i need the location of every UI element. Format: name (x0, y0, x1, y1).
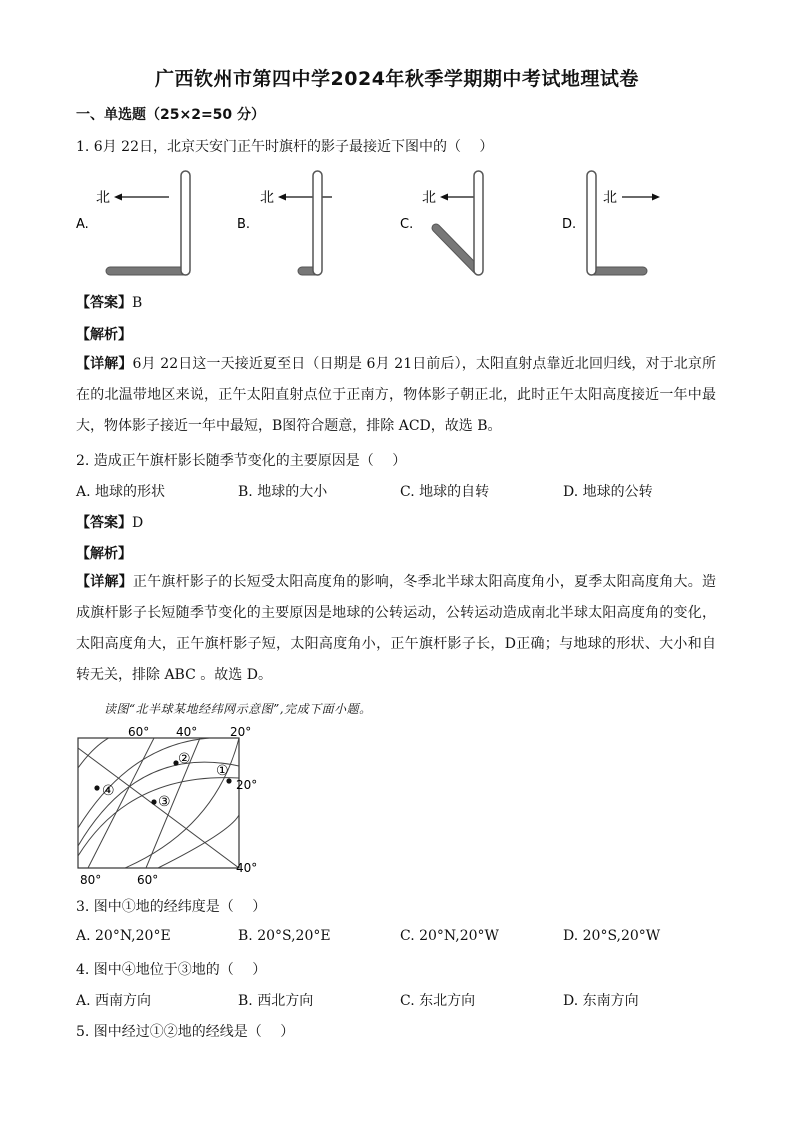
option-a-figure (76, 171, 190, 275)
flagpole (587, 171, 596, 275)
lon-label: 60° (137, 873, 159, 887)
point-3-marker (151, 799, 156, 804)
question-1-stem: 1. 6月 22日，北京天安门正午时旗杆的影子最接近下图中的（ ） (76, 139, 494, 155)
point-2-label: ② (178, 751, 191, 767)
question-1-figures (70, 166, 670, 286)
question-2-stem: 2. 造成正午旗杆影长随季节变化的主要原因是（ ） (76, 453, 407, 469)
question-1-detail: 【详解】6月 22日这一天接近夏至日（日期是 6月 21日前后），太阳直射点靠近北回归线，对于北京所在的北温带地区来说，正午太阳直射点位于正南方，物体影子朝正北，此时正午太阳高度接近一年中最大，物体影子接近一年中最短，B图符合题意，排除 ACD，故选 B。 (76, 356, 716, 434)
north-label: 北 (260, 190, 274, 206)
option-d-label: D. (562, 217, 577, 232)
question-2-analysis-label: 【解析】 (76, 546, 132, 562)
lat-label: 40° (236, 861, 258, 875)
question-4-option-d: D. 东南方向 (563, 993, 639, 1009)
point-4-marker (94, 785, 99, 790)
arrow-icon (114, 194, 122, 201)
question-5-stem: 5. 图中经过①②地的经线是（ ） (76, 1024, 295, 1040)
page-title: 广西钦州市第四中学2024年秋季学期期中考试地理试卷 (155, 68, 639, 90)
north-label: 北 (96, 190, 110, 206)
question-3-option-a: A. 20°N,20°E (76, 928, 171, 944)
arrow-icon (652, 194, 660, 201)
flagpole (474, 171, 483, 275)
map-intro: 读图“北半球某地经纬网示意图”,完成下面小题。 (104, 702, 372, 716)
question-4-stem: 4. 图中④地位于③地的（ ） (76, 962, 267, 978)
lon-label: 40° (176, 725, 198, 739)
arrow-icon (278, 194, 286, 201)
option-b-label: B. (237, 217, 251, 232)
question-2-option-a: A. 地球的形状 (76, 484, 166, 500)
section-heading: 一、单选题（25×2=50 分） (76, 107, 266, 123)
option-a-label: A. (76, 217, 89, 232)
question-1-analysis-label: 【解析】 (76, 327, 132, 343)
arrow-icon (440, 194, 448, 201)
option-d-figure (562, 171, 660, 275)
option-c-label: C. (400, 217, 414, 232)
north-label: 北 (603, 190, 617, 206)
question-2-option-c: C. 地球的自转 (400, 484, 490, 500)
question-3-option-c: C. 20°N,20°W (400, 928, 499, 944)
option-b-figure (237, 171, 332, 275)
point-3-label: ③ (158, 794, 171, 810)
question-2-option-b: B. 地球的大小 (238, 484, 328, 500)
question-4-option-c: C. 东北方向 (400, 993, 476, 1009)
lon-label: 60° (128, 725, 150, 739)
question-1-answer: 【答案】B (76, 295, 143, 311)
option-c-figure (400, 171, 483, 275)
question-3-option-b: B. 20°S,20°E (238, 928, 331, 944)
north-label: 北 (422, 190, 436, 206)
question-3-option-d: D. 20°S,20°W (563, 928, 661, 944)
flagpole (181, 171, 190, 275)
point-1-label: ① (216, 763, 229, 779)
point-1-marker (226, 778, 231, 783)
question-2-option-d: D. 地球的公转 (563, 484, 653, 500)
question-4-option-a: A. 西南方向 (76, 993, 152, 1009)
question-4-option-b: B. 西北方向 (238, 993, 314, 1009)
question-3-stem: 3. 图中①地的经纬度是（ ） (76, 899, 267, 915)
lon-label: 20° (230, 725, 252, 739)
point-4-label: ④ (102, 783, 115, 799)
lat-label: 20° (236, 778, 258, 792)
graticule-map (70, 720, 270, 890)
lon-label: 80° (80, 873, 102, 887)
question-2-answer: 【答案】D (76, 515, 144, 531)
question-2-detail: 【详解】正午旗杆影子的长短受太阳高度角的影响，冬季北半球太阳高度角小，夏季太阳高度角大。造成旗杆影子长短随季节变化的主要原因是地球的公转运动，公转运动造成南北半球太阳高度角的变化，太阳高度角大，正午旗杆影子短，太阳高度角小，正午旗杆影子长，D正确；与地球的形状、大小和自转无关，排除 ABC 。故选 D。 (76, 574, 717, 683)
flagpole (313, 171, 322, 275)
